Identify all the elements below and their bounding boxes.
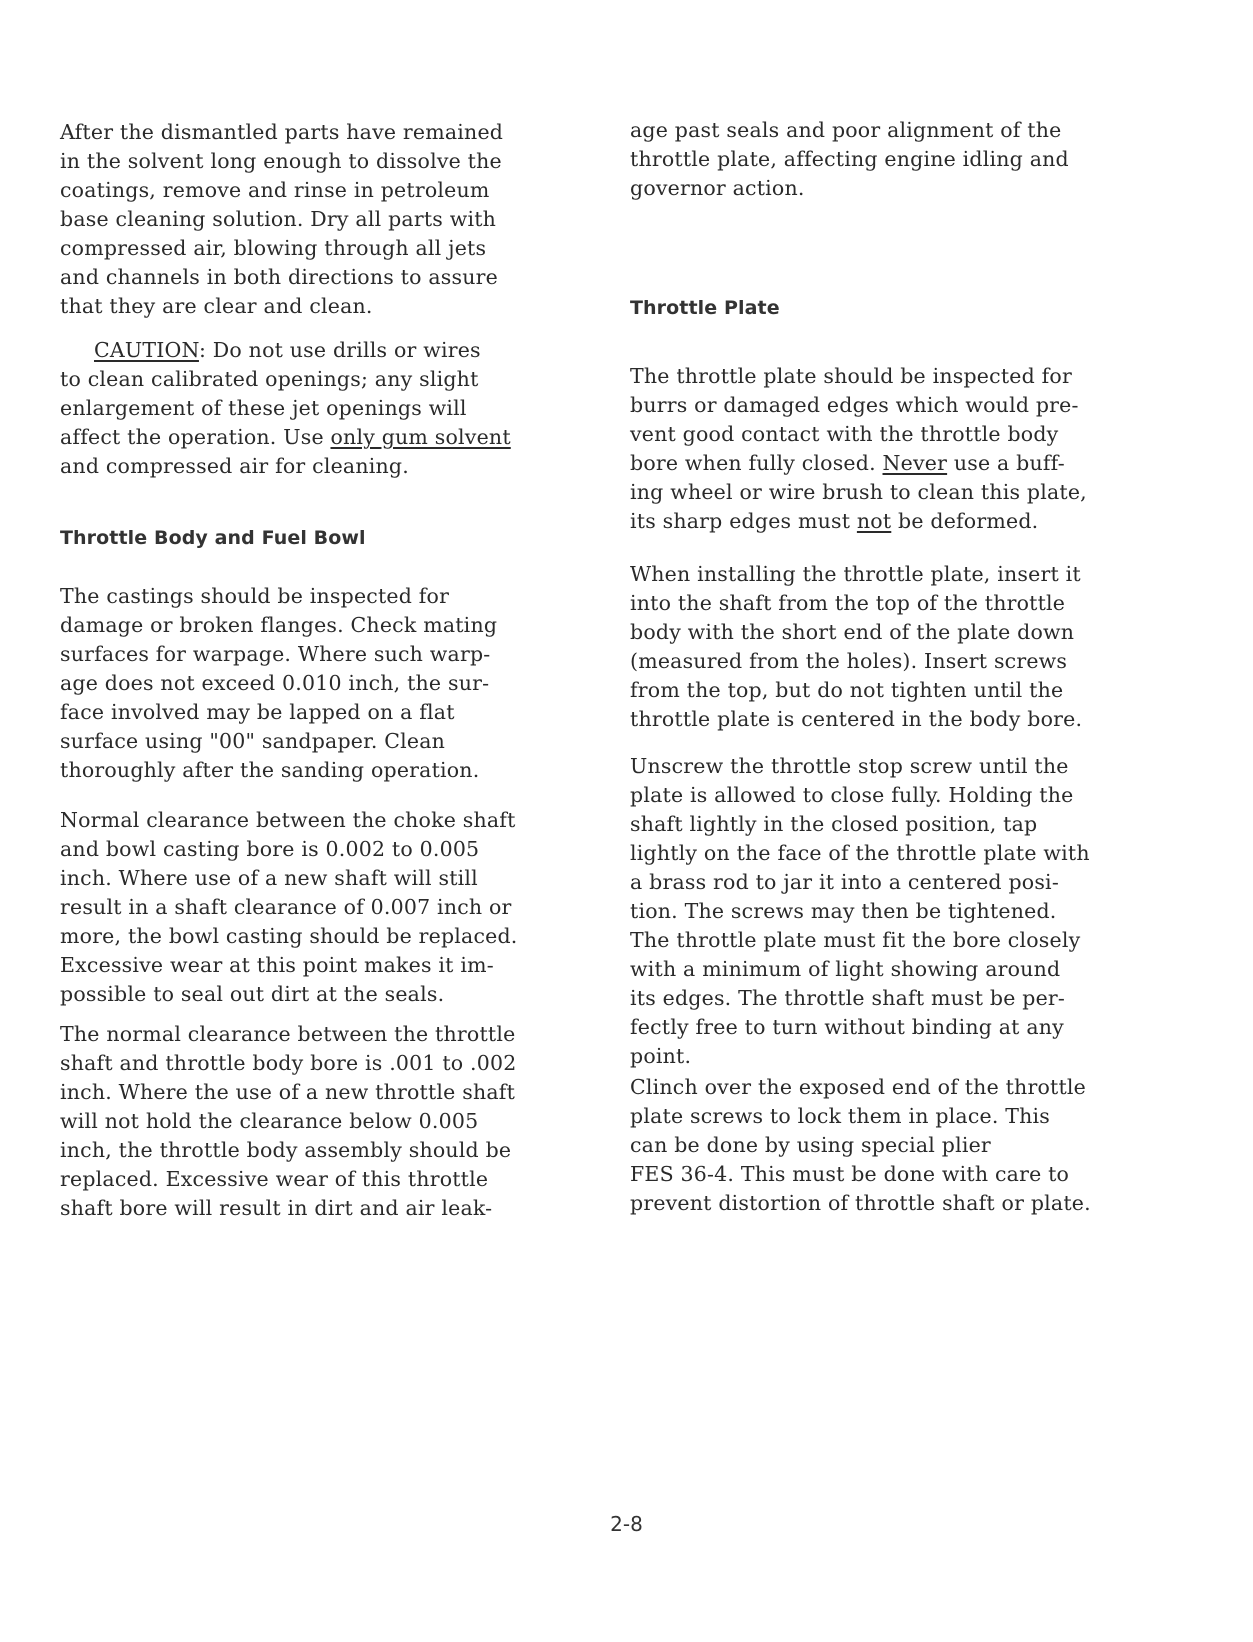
paragraph-solvent-rinse xyxy=(60,118,503,321)
text-line: age past seals and poor alignment of the xyxy=(630,118,1062,142)
text-line: inch, the throttle body assembly should be xyxy=(60,1138,512,1162)
text-line: with a minimum of light showing around xyxy=(630,957,1061,981)
paragraph-choke-clearance xyxy=(60,806,518,1009)
underlined-text: Never xyxy=(882,451,948,475)
text-line: burrs or damaged edges which would pre- xyxy=(630,393,1079,417)
text-line xyxy=(60,423,511,452)
underlined-text: not xyxy=(856,509,892,533)
text-line: and bowl casting bore is 0.002 to 0.005 xyxy=(60,837,480,861)
paragraph-throttle-clearance xyxy=(60,1020,517,1223)
text-line: point. xyxy=(630,1044,692,1068)
text-line: tion. The screws may then be tightened. xyxy=(630,899,1057,923)
text-line: that they are clear and clean. xyxy=(60,294,373,318)
text-line: can be done by using special plier xyxy=(630,1133,991,1157)
caution-text: affect the operation. Use xyxy=(60,425,331,449)
text-line xyxy=(630,449,1087,478)
caution-text: : Do not use drills or wires xyxy=(198,338,481,362)
text-line: inch. Where the use of a new throttle shaft xyxy=(60,1080,516,1104)
inline-text: use a buff- xyxy=(947,451,1065,475)
text-line: The throttle plate should be inspected for xyxy=(630,364,1072,388)
text-line: governor action. xyxy=(630,176,805,200)
text-line: base cleaning solution. Dry all parts with xyxy=(60,207,497,231)
text-line: plate screws to lock them in place. This xyxy=(630,1104,1051,1128)
text-line: fectly free to turn without binding at any xyxy=(630,1015,1064,1039)
text-line: its edges. The throttle shaft must be per- xyxy=(630,986,1066,1010)
text-line: shaft and throttle body bore is .001 to .002 xyxy=(60,1051,517,1075)
section-heading-throttle-plate: Throttle Plate xyxy=(630,297,780,319)
section-heading-throttle-body: Throttle Body and Fuel Bowl xyxy=(60,527,366,549)
inline-text: bore when fully closed. xyxy=(630,451,883,475)
text-line: lightly on the face of the throttle plate with xyxy=(630,841,1090,865)
text-line: prevent distortion of throttle shaft or plate. xyxy=(630,1191,1091,1215)
text-line: body with the short end of the plate down xyxy=(630,620,1075,644)
text-line: thoroughly after the sanding operation. xyxy=(60,758,480,782)
text-line: The castings should be inspected for xyxy=(60,584,450,608)
text-line: compressed air, blowing through all jets xyxy=(60,236,487,260)
text-line: face involved may be lapped on a flat xyxy=(60,700,455,724)
text-line: throttle plate is centered in the body bore. xyxy=(630,707,1083,731)
text-line: Normal clearance between the choke shaft xyxy=(60,808,516,832)
page-number: 2-8 xyxy=(610,1512,643,1536)
paragraph-plate-inspection xyxy=(630,362,1087,536)
text-line: surface using "00" sandpaper. Clean xyxy=(60,729,446,753)
text-line: (measured from the holes). Insert screws xyxy=(630,649,1068,673)
text-line: possible to seal out dirt at the seals. xyxy=(60,982,445,1006)
caution-paragraph xyxy=(60,336,511,481)
text-line: to clean calibrated openings; any slight xyxy=(60,367,479,391)
paragraph-castings xyxy=(60,582,497,785)
text-line: plate is allowed to close fully. Holding the xyxy=(630,783,1074,807)
text-line: age does not exceed 0.010 inch, the sur- xyxy=(60,671,490,695)
text-line: FES 36-4. This must be done with care to xyxy=(630,1162,1070,1186)
paragraph-plate-installing xyxy=(630,560,1082,734)
text-line: more, the bowl casting should be replaced. xyxy=(60,924,518,948)
text-line: a brass rod to jar it into a centered posi- xyxy=(630,870,1059,894)
inline-text: be deformed. xyxy=(891,509,1039,533)
text-line xyxy=(630,507,1087,536)
text-line: shaft bore will result in dirt and air leak- xyxy=(60,1196,493,1220)
text-line: throttle plate, affecting engine idling and xyxy=(630,147,1069,171)
text-line: result in a shaft clearance of 0.007 inch or xyxy=(60,895,512,919)
text-line: Excessive wear at this point makes it im- xyxy=(60,953,494,977)
caution-label: CAUTION xyxy=(94,338,199,362)
text-line: in the solvent long enough to dissolve the xyxy=(60,149,502,173)
text-line: The throttle plate must fit the bore closely xyxy=(630,928,1081,952)
inline-text: its sharp edges must xyxy=(630,509,857,533)
text-line: enlargement of these jet openings will xyxy=(60,396,467,420)
text-line: replaced. Excessive wear of this throttle xyxy=(60,1167,489,1191)
text-line: will not hold the clearance below 0.005 xyxy=(60,1109,479,1133)
text-line: from the top, but do not tighten until the xyxy=(630,678,1064,702)
text-line: The normal clearance between the throttle xyxy=(60,1022,516,1046)
text-line: vent good contact with the throttle body xyxy=(630,422,1059,446)
paragraph-clinch-screws xyxy=(630,1073,1091,1218)
text-line: coatings, remove and rinse in petroleum xyxy=(60,178,490,202)
text-line: After the dismantled parts have remained xyxy=(60,120,504,144)
text-line: ing wheel or wire brush to clean this plate, xyxy=(630,480,1087,504)
text-line: and channels in both directions to assure xyxy=(60,265,498,289)
paragraph-continued-leakage xyxy=(630,116,1069,203)
text-line: shaft lightly in the closed position, tap xyxy=(630,812,1038,836)
text-line: and compressed air for cleaning. xyxy=(60,454,409,478)
text-line: Clinch over the exposed end of the throttle xyxy=(630,1075,1086,1099)
text-line xyxy=(60,336,511,365)
paragraph-stop-screw xyxy=(630,752,1090,1071)
text-line: into the shaft from the top of the throttle xyxy=(630,591,1066,615)
text-line: inch. Where use of a new shaft will still xyxy=(60,866,478,890)
text-line: damage or broken flanges. Check mating xyxy=(60,613,498,637)
text-line: surfaces for warpage. Where such warp- xyxy=(60,642,491,666)
text-line: Unscrew the throttle stop screw until the xyxy=(630,754,1069,778)
underlined-text: only gum solvent xyxy=(330,425,511,449)
text-line: When installing the throttle plate, insert it xyxy=(630,562,1081,586)
